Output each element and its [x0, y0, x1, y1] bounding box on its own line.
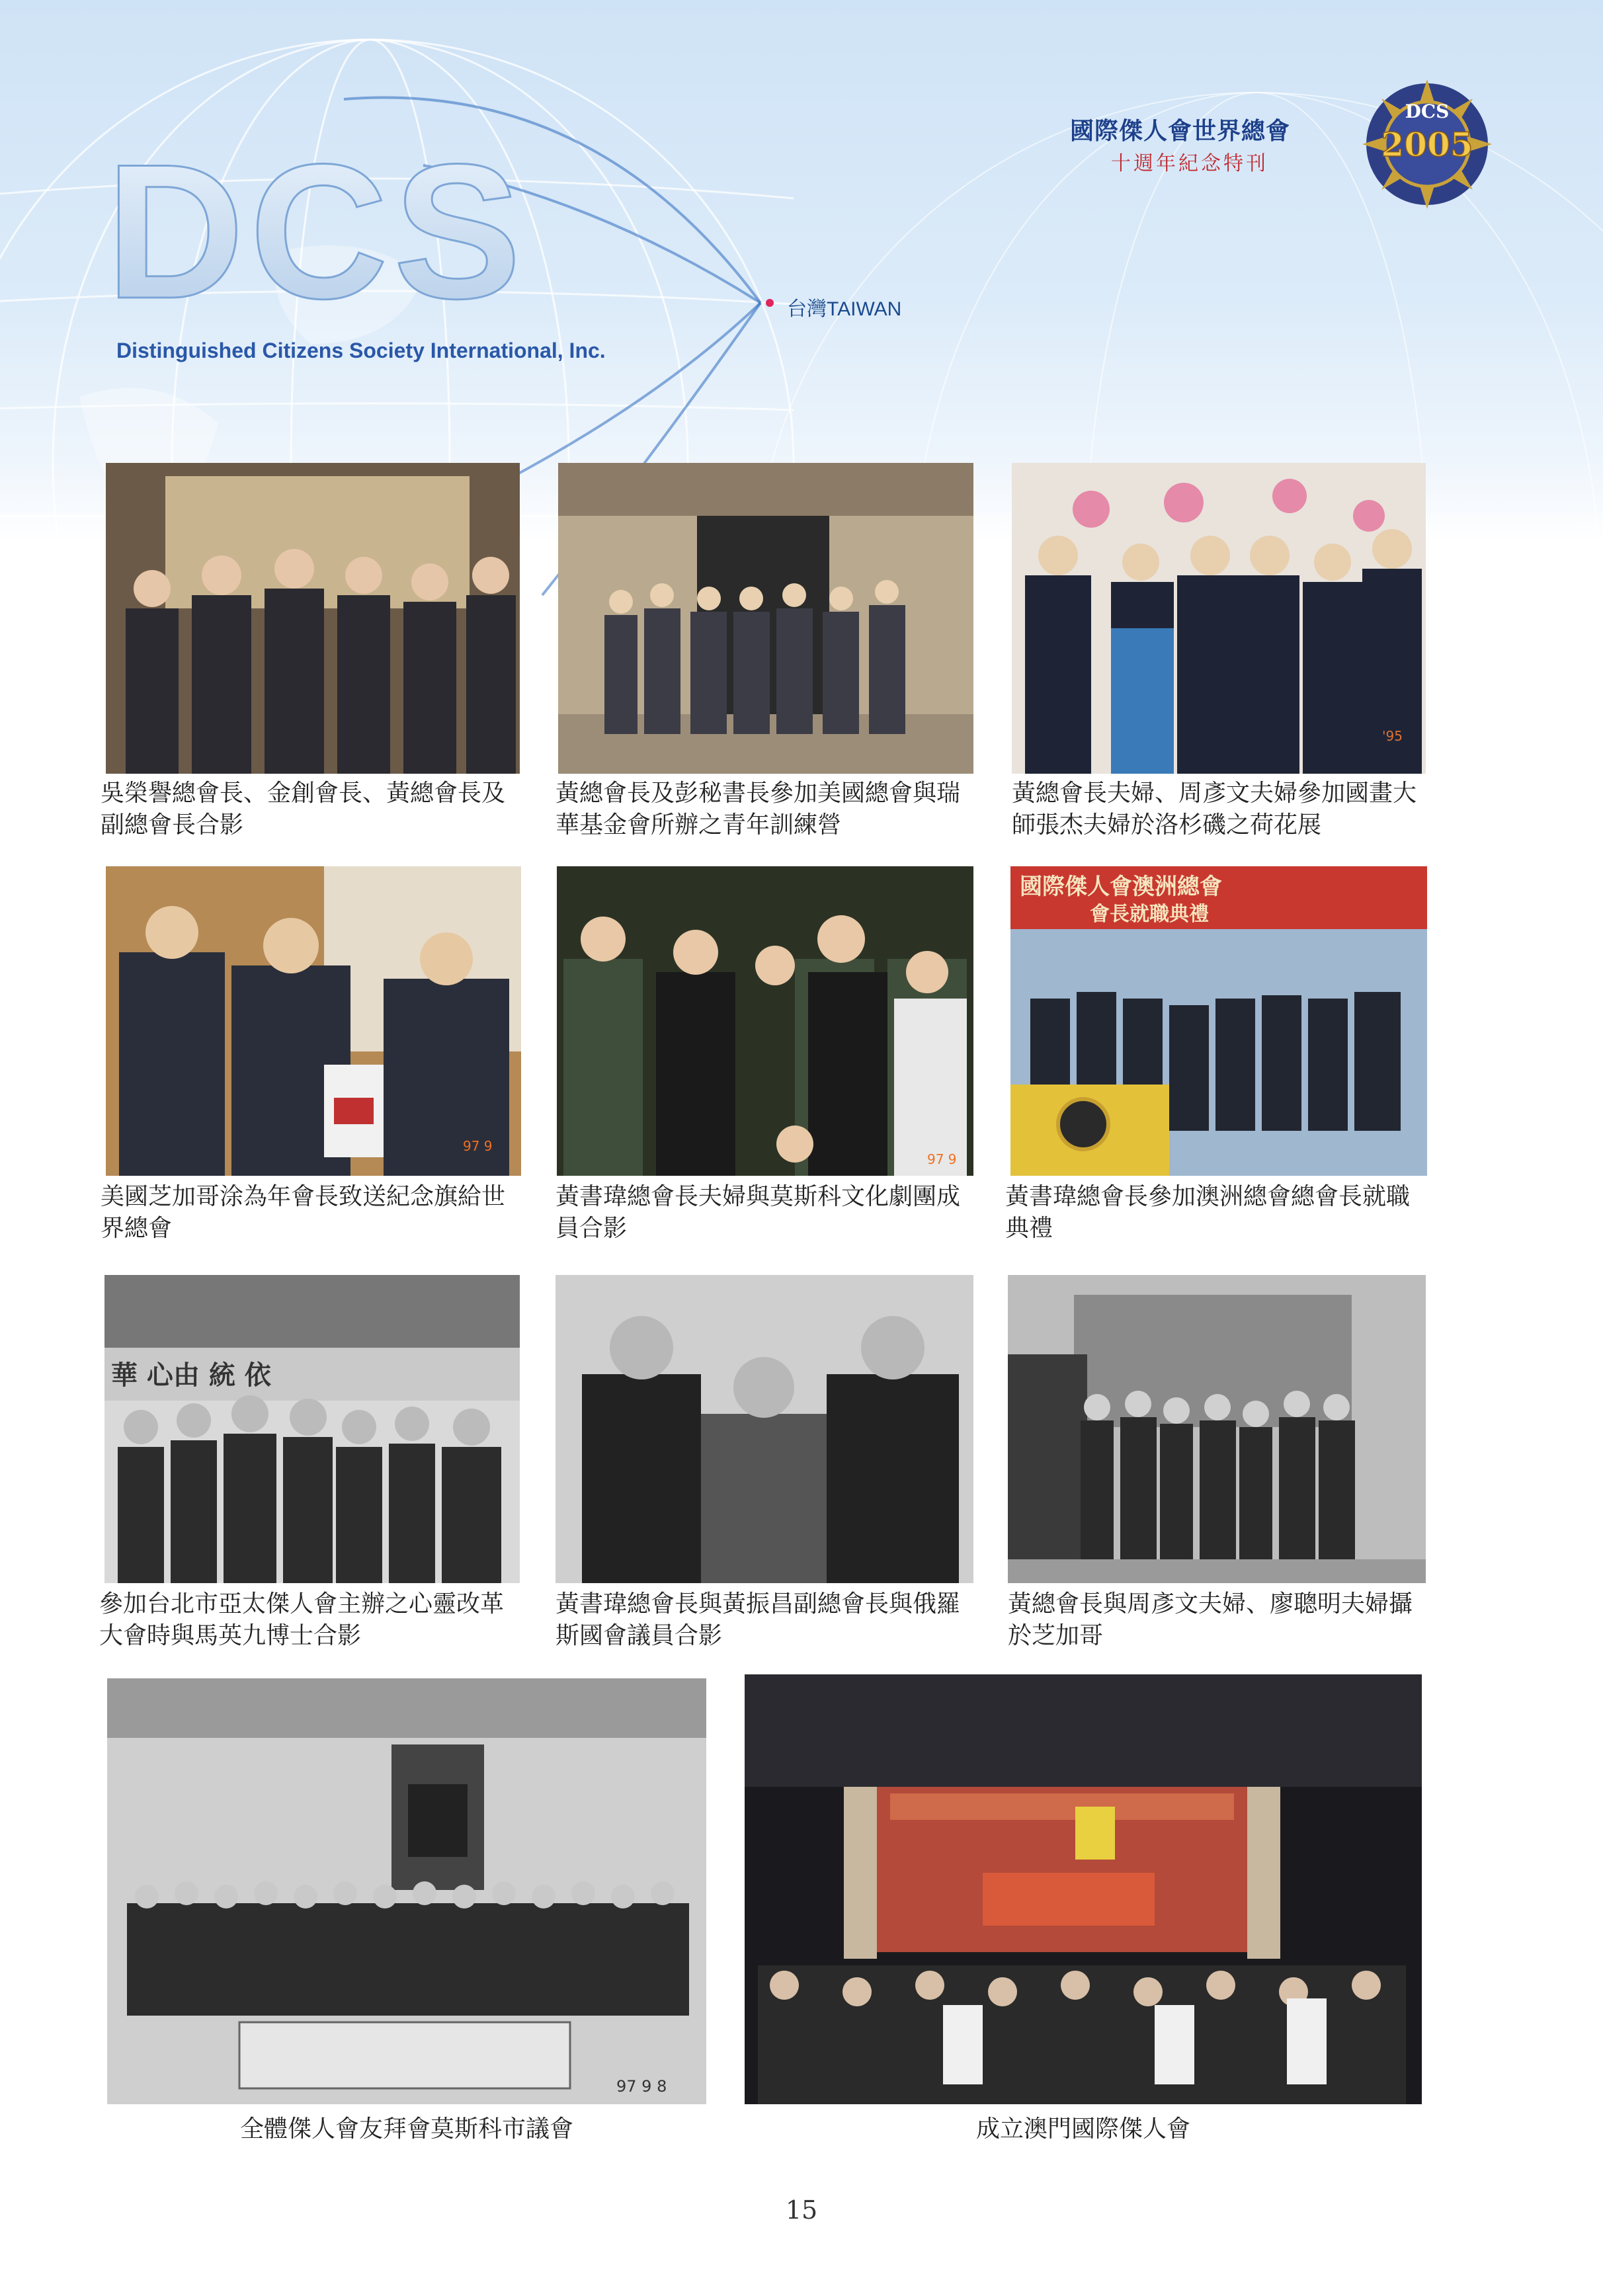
photo-10 [107, 1678, 706, 2104]
location-label: 台灣TAIWAN [787, 298, 902, 320]
photo-2 [558, 463, 973, 774]
photo-9-caption: 黃總會長與周彥文夫婦、廖聰明夫婦攝於芝加哥 [1008, 1590, 1413, 1649]
photo-7-caption: 參加台北市亞太傑人會主辦之心靈改革大會時與馬英九博士合影 [99, 1590, 505, 1649]
photo-4-caption: 美國芝加哥涂為年會長致送紀念旗給世界總會 [101, 1183, 506, 1242]
photo-2-caption: 黃總會長及彭秘書長參加美國總會與瑞華基金會所辦之青年訓練營 [555, 780, 961, 839]
photo-5-date-stamp: 97 9 [927, 1151, 957, 1167]
photo-9 [1008, 1275, 1426, 1583]
publication-subtitle: 十週年紀念特刊 [1111, 152, 1268, 175]
photo-6 [1010, 866, 1427, 1176]
dcs-2005-emblem [1361, 78, 1493, 210]
organization-name: 國際傑人會世界總會 [1070, 117, 1291, 145]
photo-6-caption: 黃書瑋總會長參加澳洲總會總會長就職典禮 [1005, 1183, 1411, 1242]
photo-1 [106, 463, 520, 774]
dcs-logo [106, 149, 648, 321]
society-subtitle: Distinguished Citizens Society International, Inc. [116, 339, 606, 362]
svg-text:DCS: DCS [106, 149, 527, 321]
photo-8-caption: 黃書瑋總會長與黃振昌副總會長與俄羅斯國會議員合影 [555, 1590, 961, 1649]
photo-10-caption: 全體傑人會友拜會莫斯科市議會 [239, 2115, 573, 2143]
photo-1-caption: 吳榮譽總會長、金創會長、黃總會長及副總會長合影 [101, 780, 506, 839]
photo-3-date-stamp: '95 [1382, 728, 1403, 744]
emblem-year-text: 2005 [1381, 125, 1473, 164]
photo-3-caption: 黃總會長夫婦、周彥文夫婦參加國畫大師張杰夫婦於洛杉磯之荷花展 [1012, 780, 1417, 839]
photo-11-caption: 成立澳門國際傑人會 [975, 2115, 1190, 2143]
photo-8 [555, 1275, 973, 1583]
photo-10-date-stamp: 97 9 8 [616, 2077, 667, 2096]
photo-3 [1012, 463, 1426, 774]
photo-6-banner-subtext: 會長就職典禮 [1090, 903, 1209, 926]
photo-4-date-stamp: 97 9 [463, 1138, 493, 1154]
photo-11 [745, 1674, 1422, 2104]
photo-6-banner-text: 國際傑人會澳洲總會 [1020, 874, 1222, 900]
location-marker-icon [766, 299, 774, 307]
photo-7 [104, 1275, 520, 1583]
photo-5-caption: 黃書瑋總會長夫婦與莫斯科文化劇團成員合影 [555, 1183, 961, 1242]
page-number: 15 [785, 2195, 818, 2225]
photo-7-banner-text: 華 心由 統 依 [111, 1360, 271, 1391]
photo-5 [557, 866, 973, 1176]
photo-4 [106, 866, 521, 1176]
emblem-top-text: DCS [1405, 101, 1450, 122]
